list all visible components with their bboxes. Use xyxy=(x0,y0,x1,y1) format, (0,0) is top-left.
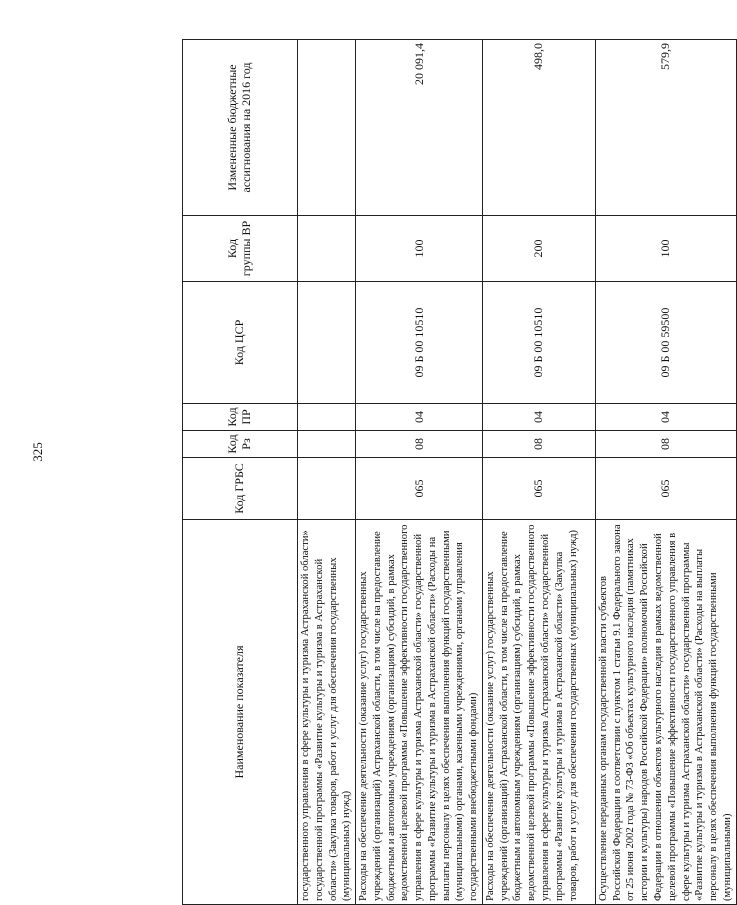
cell-csr: 09 Б 00 10510 xyxy=(482,282,595,404)
header-pr: Код ПР xyxy=(183,404,298,431)
cell-name: Расходы на обеспечение деятельности (оказание услуг) государственных учреждений (организаций) Астраханской области, в том числе на предоставление бюджетным и автономным учреждениям (организациям) субсидий, в рамках ведомственной целевой программы «Повышение эффективности государственного управления в сфере культуры и туризма Астраханской области» государственной программы «Развитие культуры и туризма в Астраханской области» (Закупка товаров, работ и услуг для обеспечения государственных (муниципальных) нужд) xyxy=(482,520,595,905)
cell-grbs xyxy=(298,458,356,520)
page-number: 325 xyxy=(30,442,45,462)
cell-pr: 04 xyxy=(482,404,595,431)
table-row xyxy=(298,40,356,905)
cell-pr xyxy=(298,404,356,431)
cell-csr xyxy=(298,282,356,404)
cell-vr: 100 xyxy=(356,216,483,282)
cell-csr: 09 Б 00 10510 xyxy=(356,282,483,404)
cell-rz: 08 xyxy=(482,431,595,458)
header-name: Наименование показателя xyxy=(183,520,298,905)
cell-amount: 579,9 xyxy=(595,40,736,216)
header-csr: Код ЦСР xyxy=(183,282,298,404)
cell-grbs: 065 xyxy=(482,458,595,520)
cell-rz xyxy=(298,431,356,458)
cell-vr xyxy=(298,216,356,282)
table-row xyxy=(595,40,736,905)
table-row xyxy=(482,40,595,905)
cell-amount: 20 091,4 xyxy=(356,40,483,216)
cell-name: Осуществление переданных органам государственной власти субъектов Российской Федерации в соответствии с пунктом 1 статьи 9.1 Федерального закона от 25 июня 2002 года № 73-ФЗ «Об объектах культурного наследия (памятниках истории и культуры) народов Российской Федерации» полномочий Российской Федерации в отношении объектов культурного наследия в рамках ведомственной целевой программы «Повышение эффективности государственного управления в сфере культуры и туризма Астраханской области» государственной программы «Развитие культуры и туризма в Астраханской области» (Расходы на выплаты персоналу в целях обеспечения выполнения функций государственными (муниципальными) xyxy=(595,520,736,905)
cell-amount xyxy=(298,40,356,216)
cell-vr: 200 xyxy=(482,216,595,282)
budget-table xyxy=(182,39,737,905)
cell-amount: 498,0 xyxy=(482,40,595,216)
cell-grbs: 065 xyxy=(356,458,483,520)
cell-pr: 04 xyxy=(356,404,483,431)
cell-name: государственного управления в сфере культуры и туризма Астраханской области» государственной программы «Развитие культуры и туризма в Астраханской области» (Закупка товаров, работ и услуг для обеспечения государственных (муниципальных) нужд) xyxy=(298,520,356,905)
cell-rz: 08 xyxy=(595,431,736,458)
cell-pr: 04 xyxy=(595,404,736,431)
header-rz: Код Рз xyxy=(183,431,298,458)
cell-csr: 09 Б 00 59500 xyxy=(595,282,736,404)
table-header-row xyxy=(183,40,298,905)
cell-rz: 08 xyxy=(356,431,483,458)
cell-name: Расходы на обеспечение деятельности (оказание услуг) государственных учреждений (организаций) Астраханской области, в том числе на предоставление бюджетным и автономным учреждениям (организациям) субсидий, в рамках ведомственной целевой программы «Повышение эффективности государственного управления в сфере культуры и туризма Астраханской области» государственной программы «Развитие культуры и туризма в Астраханской области» (Расходы на выплаты персоналу в целях обеспечения выполнения функций государственными (муниципальными) органами, казенными учреждениями, органами управления государственными внебюджетными фондами) xyxy=(356,520,483,905)
header-vr: Код группы ВР xyxy=(183,216,298,282)
table-row xyxy=(356,40,483,905)
cell-vr: 100 xyxy=(595,216,736,282)
header-grbs: Код ГРБС xyxy=(183,458,298,520)
header-amount: Измененные бюджетные ассигнования на 2016 год xyxy=(183,40,298,216)
cell-grbs: 065 xyxy=(595,458,736,520)
